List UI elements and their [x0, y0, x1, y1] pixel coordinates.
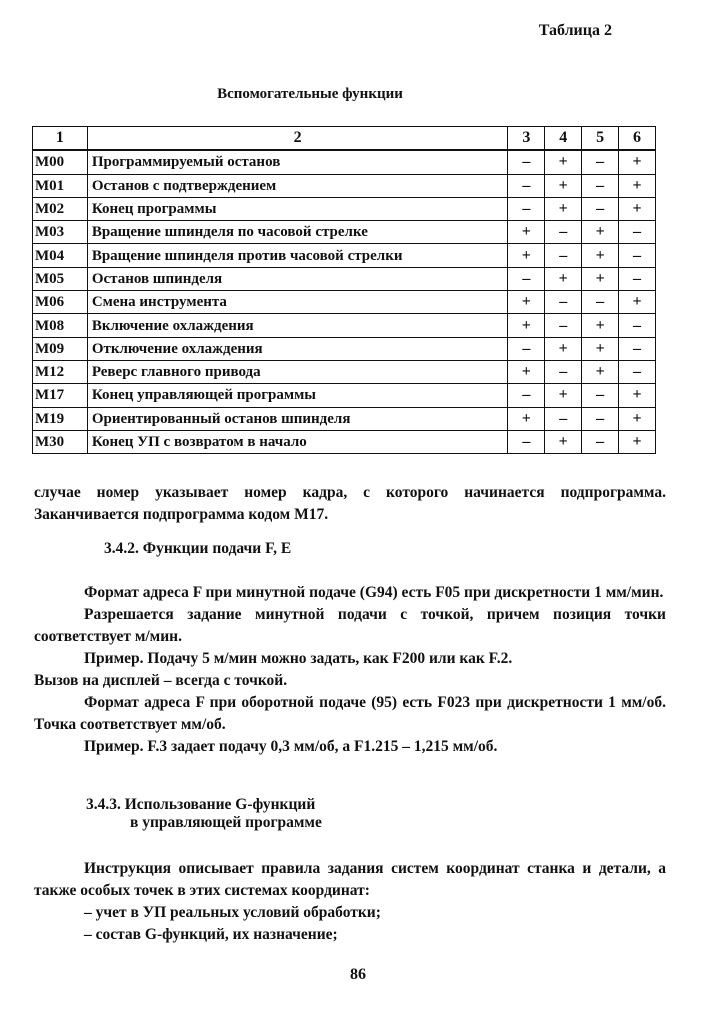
flag-col-6: + [619, 150, 656, 174]
flag-col-5: + [582, 360, 619, 383]
flag-col-3: + [508, 221, 545, 244]
flag-col-4: + [545, 384, 582, 407]
table-row [33, 174, 656, 197]
flag-col-6: – [619, 314, 656, 337]
flag-col-3: + [508, 291, 545, 314]
function-name: Программируемый останов [87, 150, 508, 174]
table-row [33, 267, 656, 290]
flag-col-5: – [582, 291, 619, 314]
flag-col-6: – [619, 337, 656, 360]
flag-col-3: – [508, 174, 545, 197]
flag-col-6: + [619, 384, 656, 407]
flag-col-3: + [508, 314, 545, 337]
function-name: Включение охлаждения [87, 314, 508, 337]
flag-col-3: – [508, 267, 545, 290]
flag-col-5: – [582, 197, 619, 220]
section-heading-3-4-2: 3.4.2. Функции подачи F, E [104, 540, 292, 557]
flag-col-4: + [545, 150, 582, 174]
function-name: Конец программы [87, 197, 508, 220]
function-name: Останов шпинделя [87, 267, 508, 290]
function-name: Вращение шпинделя против часовой стрелки [87, 244, 508, 267]
flag-col-4: – [545, 244, 582, 267]
list-item-g-functions: – состав G-функций, их назначение; [84, 926, 338, 943]
function-name: Останов с подтверждением [87, 174, 508, 197]
function-code: M08 [33, 314, 88, 337]
function-code: M03 [33, 221, 88, 244]
flag-col-6: + [619, 430, 656, 453]
function-code: M06 [33, 291, 88, 314]
header-col-2: 2 [87, 127, 508, 151]
flag-col-6: – [619, 360, 656, 383]
table-row [33, 221, 656, 244]
flag-col-6: – [619, 244, 656, 267]
flag-col-5: – [582, 407, 619, 430]
function-code: M17 [33, 384, 88, 407]
function-name: Вращение шпинделя по часовой стрелке [87, 221, 508, 244]
flag-col-3: – [508, 150, 545, 174]
table-body [33, 150, 656, 453]
flag-col-4: + [545, 337, 582, 360]
table-row [33, 337, 656, 360]
table-row [33, 197, 656, 220]
table-row [33, 360, 656, 383]
function-name: Конец управляющей программы [87, 384, 508, 407]
function-code: M01 [33, 174, 88, 197]
section-heading-3-4-3-line2: в управляющей программе [130, 814, 322, 831]
text-feed-example-2: Пример. F.3 задает подачу 0,3 мм/об, а F1.215 – 1,215 мм/об. [84, 738, 498, 755]
list-item-real-conditions: – учет в УП реальных условий обработки; [84, 904, 381, 921]
function-code: M19 [33, 407, 88, 430]
flag-col-5: + [582, 314, 619, 337]
table-header [33, 127, 656, 151]
flag-col-3: + [508, 360, 545, 383]
function-code: M00 [33, 150, 88, 174]
page-number: 86 [350, 966, 366, 983]
function-name: Ориентированный останов шпинделя [87, 407, 508, 430]
function-code: M09 [33, 337, 88, 360]
header-col-6: 6 [619, 127, 656, 151]
flag-col-5: – [582, 384, 619, 407]
flag-col-4: – [545, 291, 582, 314]
text-subprogram-end: случае номер указывает номер кадра, с которого начинается подпрограмма. Заканчивается подпрограмма кодом M17. [34, 484, 666, 523]
section-heading-3-4-3 [86, 796, 322, 832]
table-row [33, 384, 656, 407]
functions-table [32, 126, 656, 454]
table-row [33, 407, 656, 430]
function-code: M05 [33, 267, 88, 290]
flag-col-3: – [508, 197, 545, 220]
flag-col-5: + [582, 267, 619, 290]
flag-col-5: + [582, 221, 619, 244]
text-instruction-intro: Инструкция описывает правила задания систем координат станка и детали, а также особых точек в этих системах координат: [34, 860, 666, 899]
flag-col-6: – [619, 267, 656, 290]
function-name: Отключение охлаждения [87, 337, 508, 360]
function-name: Смена инструмента [87, 291, 508, 314]
flag-col-5: – [582, 174, 619, 197]
paragraph-subprogram [34, 482, 666, 526]
section-feed-functions [34, 582, 666, 758]
flag-col-5: + [582, 244, 619, 267]
flag-col-3: + [508, 407, 545, 430]
header-col-3: 3 [508, 127, 545, 151]
flag-col-4: + [545, 174, 582, 197]
flag-col-5: – [582, 150, 619, 174]
text-feed-format-revolution: Формат адреса F при оборотной подаче (95) есть F023 при дискретности 1 мм/об. Точка соответствует мм/об. [34, 694, 666, 733]
text-feed-example-1: Пример. Подачу 5 м/мин можно задать, как F200 или как F.2. [84, 650, 513, 667]
header-col-5: 5 [582, 127, 619, 151]
function-code: M30 [33, 430, 88, 453]
section-g-functions [34, 858, 666, 946]
flag-col-4: – [545, 314, 582, 337]
flag-col-4: + [545, 430, 582, 453]
table-row [33, 291, 656, 314]
flag-col-3: – [508, 337, 545, 360]
flag-col-3: – [508, 384, 545, 407]
header-col-4: 4 [545, 127, 582, 151]
flag-col-5: + [582, 337, 619, 360]
function-code: M02 [33, 197, 88, 220]
function-code: M04 [33, 244, 88, 267]
flag-col-4: – [545, 221, 582, 244]
flag-col-4: + [545, 267, 582, 290]
table-title: Вспомогательные функции [217, 86, 403, 102]
flag-col-4: – [545, 407, 582, 430]
flag-col-4: – [545, 360, 582, 383]
flag-col-3: – [508, 430, 545, 453]
flag-col-3: + [508, 244, 545, 267]
function-code: M12 [33, 360, 88, 383]
function-name: Конец УП с возвратом в начало [87, 430, 508, 453]
table-row [33, 314, 656, 337]
table-label: Таблица 2 [538, 22, 612, 39]
text-feed-format-minute: Формат адреса F при минутной подаче (G94) есть F05 при дискретности 1 мм/мин. [84, 584, 664, 601]
header-col-1: 1 [33, 127, 88, 151]
flag-col-6: + [619, 197, 656, 220]
table-row [33, 244, 656, 267]
flag-col-6: + [619, 407, 656, 430]
table-row [33, 150, 656, 174]
function-name: Реверс главного привода [87, 360, 508, 383]
section-heading-3-4-3-line1: 3.4.3. Использование G-функций [86, 796, 316, 813]
flag-col-4: + [545, 197, 582, 220]
flag-col-6: – [619, 221, 656, 244]
text-feed-point: Разрешается задание минутной подачи с точкой, причем позиция точки соответствует м/мин. [34, 606, 666, 645]
flag-col-6: + [619, 291, 656, 314]
flag-col-5: – [582, 430, 619, 453]
table-row [33, 430, 656, 453]
flag-col-6: + [619, 174, 656, 197]
text-display-call: Вызов на дисплей – всегда с точкой. [34, 672, 288, 689]
